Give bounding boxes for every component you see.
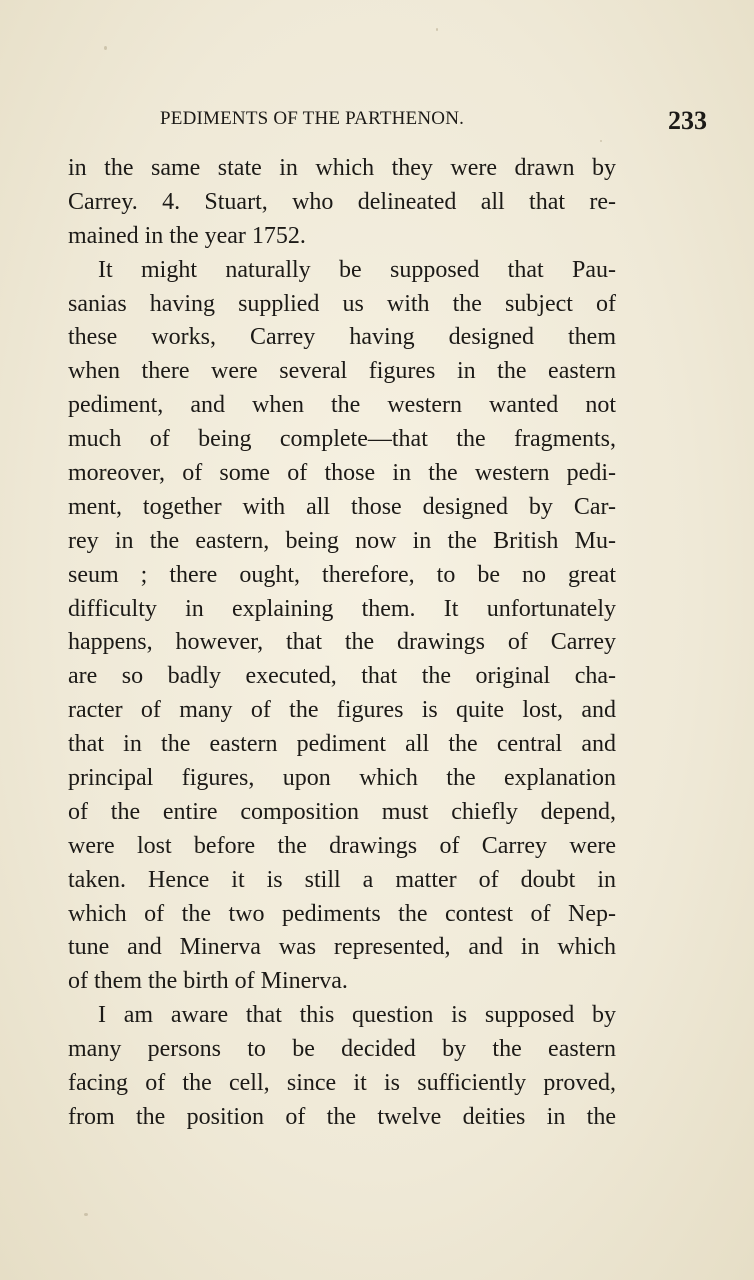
text-line: pediment, and when the western wanted not <box>68 392 616 419</box>
text-line: mained in the year 1752. <box>68 222 306 249</box>
text-line: ment, together with all those designed by Car- <box>68 493 616 520</box>
running-head <box>0 104 754 134</box>
paper-speck <box>436 28 438 31</box>
text-line: taken. Hence it is still a matter of doubt in <box>68 866 616 893</box>
running-title: PEDIMENTS OF THE PARTHENON. <box>160 108 465 129</box>
text-line: racter of many of the figures is quite lost, and <box>68 697 616 724</box>
paper-speck <box>600 140 602 142</box>
text-line: which of the two pediments the contest of Nep- <box>68 900 616 927</box>
text-line: that in the eastern pediment all the central and <box>68 731 616 758</box>
text-line: It might naturally be supposed that Pau- <box>98 256 616 283</box>
text-line: of them the birth of Minerva. <box>68 968 348 995</box>
text-line: in the same state in which they were drawn by <box>68 155 616 181</box>
text-line: much of being complete—that the fragments, <box>68 426 616 453</box>
text-line: I am aware that this question is supposed by <box>98 1002 616 1029</box>
text-line: seum ; there ought, therefore, to be no great <box>68 561 616 588</box>
text-line: principal figures, upon which the explanation <box>68 765 616 792</box>
text-line: are so badly executed, that the original cha- <box>68 663 616 690</box>
text-line: many persons to be decided by the eastern <box>68 1036 616 1063</box>
text-line: Carrey. 4. Stuart, who delineated all that re- <box>68 188 616 215</box>
paper-speck <box>104 46 107 50</box>
text-line: moreover, of some of those in the western pedi- <box>68 460 616 487</box>
body-text <box>68 152 616 1135</box>
text-line: happens, however, that the drawings of Carrey <box>68 629 616 656</box>
text-line: tune and Minerva was represented, and in which <box>68 934 616 961</box>
text-line: when there were several figures in the eastern <box>68 358 616 385</box>
text-line: facing of the cell, since it is sufficiently proved, <box>68 1070 616 1097</box>
paper-speck <box>84 1213 88 1216</box>
text-line: these works, Carrey having designed them <box>68 324 616 351</box>
text-line: difficulty in explaining them. It unfortunately <box>68 595 616 622</box>
text-line: rey in the eastern, being now in the British Mu- <box>68 527 616 554</box>
text-line: sanias having supplied us with the subject of <box>68 290 616 317</box>
text-line: from the position of the twelve deities in the <box>68 1103 616 1130</box>
text-line: of the entire composition must chiefly depend, <box>68 798 616 825</box>
text-line: were lost before the drawings of Carrey were <box>68 832 616 859</box>
page-number: 233 <box>668 106 707 135</box>
